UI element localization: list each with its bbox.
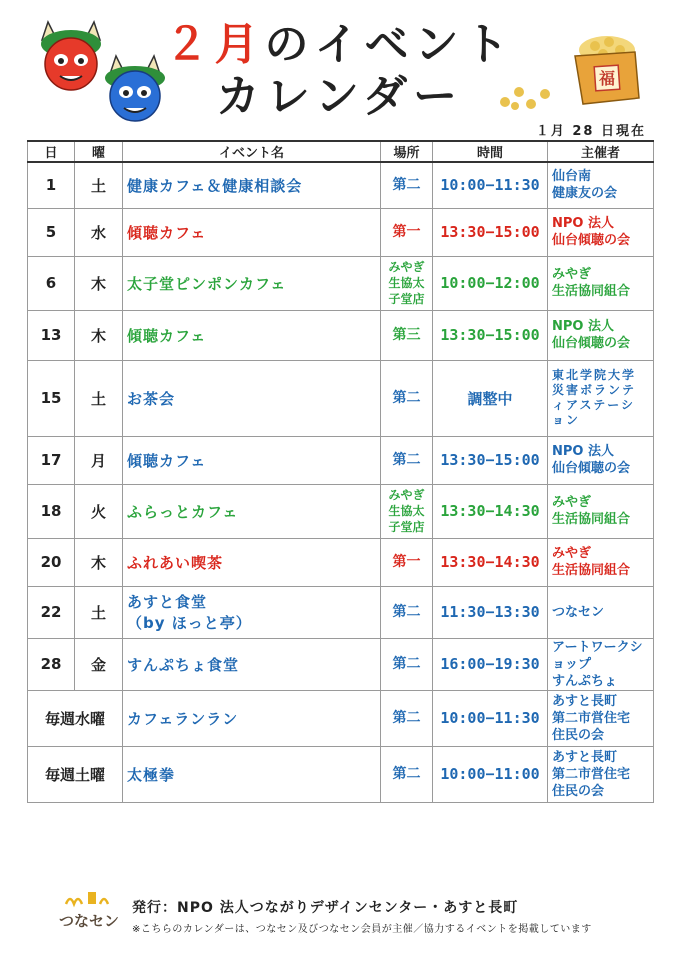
event-name-cell: 傾聴カフェ — [123, 208, 381, 256]
cell-line: みやぎ — [388, 488, 425, 502]
cell-line: ョン — [552, 413, 581, 427]
time-cell: 10:00−11:00 — [433, 746, 548, 802]
cell-line: みやぎ — [552, 495, 592, 510]
cell-line: つなセン — [552, 604, 605, 620]
time-cell: 10:00−12:00 — [433, 256, 548, 310]
time-cell: 調整中 — [433, 360, 548, 436]
event-name-cell: すんぷちょ食堂 — [123, 638, 381, 690]
time-cell: 13:30−15:00 — [433, 436, 548, 484]
day-cell: 15 — [28, 360, 75, 436]
cell-line: 生活協同組合 — [552, 563, 631, 578]
weekly-label: 毎週土曜 — [28, 746, 123, 802]
table-row — [28, 360, 654, 436]
time-cell: 13:30−15:00 — [433, 310, 548, 360]
cell-line: 仙台傾聴の会 — [552, 233, 631, 248]
time-cell: 13:30−14:30 — [433, 538, 548, 586]
dow-cell: 水 — [75, 208, 123, 256]
time-cell: 10:00−11:30 — [433, 690, 548, 746]
cell-line: 住民の会 — [552, 727, 605, 743]
header-event: イベント名 — [123, 141, 381, 162]
place-cell: 第二 — [381, 638, 433, 690]
cell-line: 子堂店 — [388, 520, 425, 534]
publisher-text: 発行：NPO 法人つながりデザインセンター・あすと長町 — [132, 900, 519, 916]
dow-cell: 金 — [75, 638, 123, 690]
place-cell: 第二 — [381, 690, 433, 746]
cell-line: NPO 法人 — [552, 444, 614, 459]
host-cell — [548, 360, 654, 436]
host-cell — [548, 484, 654, 538]
cell-line: （by ほっと亭） — [127, 614, 252, 632]
cell-line: 健康友の会 — [552, 186, 618, 202]
header-dow: 曜 — [75, 141, 123, 162]
dow-cell: 木 — [75, 310, 123, 360]
dow-cell: 土 — [75, 586, 123, 638]
time-cell: 11:30−13:30 — [433, 586, 548, 638]
dow-cell: 土 — [75, 360, 123, 436]
day-cell: 13 — [28, 310, 75, 360]
day-cell: 20 — [28, 538, 75, 586]
day-cell: 18 — [28, 484, 75, 538]
cell-line: あすと長町 — [552, 749, 618, 765]
time-cell: 16:00−19:30 — [433, 638, 548, 690]
cell-line: みやぎ — [552, 546, 592, 561]
event-name-cell: 健康カフェ＆健康相談会 — [123, 162, 381, 208]
svg-text:福: 福 — [598, 69, 616, 88]
weekly-label: 毎週水曜 — [28, 690, 123, 746]
time-cell: 13:30−14:30 — [433, 484, 548, 538]
cell-line: みやぎ — [388, 260, 425, 274]
host-cell — [548, 538, 654, 586]
cell-line: 生協太 — [388, 504, 425, 518]
cell-line: 生協太 — [388, 276, 425, 290]
page-title-line2: カレンダー — [215, 71, 464, 122]
host-cell — [548, 638, 654, 690]
table-row — [28, 690, 654, 746]
event-name-cell: 傾聴カフェ — [123, 310, 381, 360]
cell-line: あすと食堂 — [127, 593, 208, 611]
cell-line: 災害ボランテ — [552, 383, 637, 397]
table-row — [28, 484, 654, 538]
event-name-cell: ふらっとカフェ — [123, 484, 381, 538]
as-of-date: １月 28 日現在 — [535, 124, 646, 139]
cell-line: 住民の会 — [552, 783, 605, 799]
event-name-cell: 傾聴カフェ — [123, 436, 381, 484]
host-cell — [548, 256, 654, 310]
header-host: 主催者 — [548, 141, 654, 162]
cell-line: 東北学院大学 — [552, 368, 637, 382]
cell-line: 生活協同組合 — [552, 284, 631, 299]
table-row — [28, 586, 654, 638]
dow-cell: 木 — [75, 538, 123, 586]
tsunasen-logo — [58, 886, 120, 938]
cell-line: 仙台傾聴の会 — [552, 461, 631, 476]
day-cell: 22 — [28, 586, 75, 638]
table-row — [28, 162, 654, 208]
event-name-cell: カフェランラン — [123, 690, 381, 746]
day-cell: 17 — [28, 436, 75, 484]
cell-line: アートワークショップ — [552, 639, 643, 672]
cell-line: みやぎ — [552, 267, 592, 282]
dow-cell: 木 — [75, 256, 123, 310]
table-row — [28, 746, 654, 802]
header-place: 場所 — [381, 141, 433, 162]
place-cell: 第二 — [381, 586, 433, 638]
cell-line: あすと長町 — [552, 693, 618, 709]
time-cell: 13:30−15:00 — [433, 208, 548, 256]
cell-line: 仙台傾聴の会 — [552, 336, 631, 351]
cell-line: 第二市営住宅 — [552, 710, 631, 726]
cell-line: 仙台南 — [552, 169, 592, 185]
day-cell: 28 — [28, 638, 75, 690]
cell-line: 生活協同組合 — [552, 512, 631, 527]
day-cell: 1 — [28, 162, 75, 208]
time-cell: 10:00−11:30 — [433, 162, 548, 208]
place-cell: 第一 — [381, 538, 433, 586]
table-row — [28, 256, 654, 310]
table-row — [28, 208, 654, 256]
host-cell — [548, 586, 654, 638]
cell-line: NPO 法人 — [552, 319, 614, 334]
table-row — [28, 538, 654, 586]
place-cell: 第二 — [381, 162, 433, 208]
place-cell: 第二 — [381, 360, 433, 436]
logo-text: つなセン — [58, 912, 120, 930]
header-day: 日 — [28, 141, 75, 162]
cell-line: NPO 法人 — [552, 216, 614, 231]
table-header-row — [28, 141, 654, 162]
event-calendar-table — [27, 140, 654, 803]
table-row — [28, 638, 654, 690]
cell-line: ィアステーシ — [552, 398, 636, 412]
event-name-cell: 太極拳 — [123, 746, 381, 802]
host-cell — [548, 746, 654, 802]
event-name-cell — [123, 586, 381, 638]
header-time: 時間 — [433, 141, 548, 162]
event-name-cell: 太子堂ピンポンカフェ — [123, 256, 381, 310]
place-cell — [381, 484, 433, 538]
place-cell: 第三 — [381, 310, 433, 360]
event-name-cell: お茶会 — [123, 360, 381, 436]
host-cell — [548, 208, 654, 256]
host-cell — [548, 162, 654, 208]
cell-line: すんぷちょ — [552, 673, 618, 689]
day-cell: 5 — [28, 208, 75, 256]
event-name-cell: ふれあい喫茶 — [123, 538, 381, 586]
dow-cell: 月 — [75, 436, 123, 484]
host-cell — [548, 690, 654, 746]
day-cell: 6 — [28, 256, 75, 310]
cell-line: 第二市営住宅 — [552, 766, 631, 782]
place-cell: 第二 — [381, 436, 433, 484]
page-title-line1: ２月のイベント — [164, 19, 515, 70]
place-cell: 第一 — [381, 208, 433, 256]
dow-cell: 土 — [75, 162, 123, 208]
table-row — [28, 310, 654, 360]
cell-line: 子堂店 — [388, 292, 425, 306]
host-cell — [548, 310, 654, 360]
dow-cell: 火 — [75, 484, 123, 538]
table-row — [28, 436, 654, 484]
footer-note: ※こちらのカレンダーは、つなセン及びつなセン会員が主催／協力するイベントを掲載しています — [132, 924, 592, 935]
place-cell — [381, 256, 433, 310]
host-cell — [548, 436, 654, 484]
place-cell: 第二 — [381, 746, 433, 802]
